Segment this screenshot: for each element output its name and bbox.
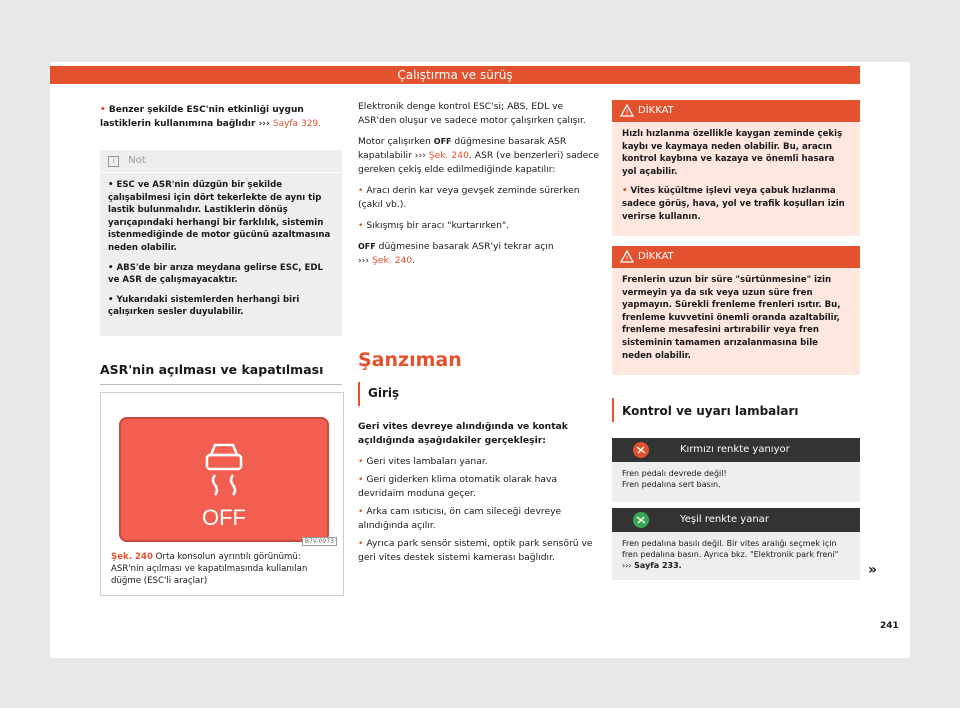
intro-bullet-text: Benzer şekilde ESC'nin etkinliği uygun lastiklerin kullanımına bağlıdır: [100, 105, 304, 129]
warning-box-1: [612, 100, 860, 236]
svg-text:!: !: [625, 108, 629, 117]
note-item: • Yukarıdaki sistemlerden herhangi biri çalışırken sesler duyulabilir.: [108, 294, 300, 318]
arrow-icon: ›››: [414, 150, 426, 161]
list-item: • Aracı derin kar veya gevşek zeminde sürerken (çakıl vb.).: [358, 185, 580, 210]
list-item: • Geri vites lambaları yanar.: [358, 456, 488, 467]
lamp-header-green: [612, 508, 860, 532]
chapter-header: Çalıştırma ve sürüş: [50, 66, 860, 84]
warning-header: [612, 100, 860, 122]
off-button-symbol: OFF: [433, 137, 452, 146]
page-link[interactable]: Sayfa 233.: [634, 561, 682, 570]
svg-text:OFF: OFF: [202, 505, 246, 530]
warning-title: DİKKAT: [638, 251, 674, 262]
warning-body: [612, 122, 860, 236]
lamp-header-red: [612, 438, 860, 462]
paragraph: Motor çalışırken OFF düğmesine basarak ASR kapatılabilir ››› Şek. 240. ASR (ve benzerleri) sadece gereken çekiş elde edilmediğinde kapatılır:: [358, 136, 599, 175]
subtitle-bar: [358, 382, 360, 406]
brake-pedal-green-icon: [632, 511, 650, 529]
paragraph: OFF düğmesine basarak ASR'yi tekrar açın ››› Şek. 240.: [358, 241, 554, 266]
note-item: • ABS'de bir arıza meydana gelirse ESC, EDL ve ASR de çalışmayacaktır.: [108, 262, 323, 286]
figure-link[interactable]: Şek. 240: [371, 255, 413, 266]
column-1: [100, 104, 342, 138]
svg-text:!: !: [625, 254, 629, 263]
figure-link[interactable]: Şek. 240: [428, 150, 469, 161]
list-item: • Geri giderken klima otomatik olarak hava devridaim moduna geçer.: [358, 474, 558, 499]
list-item: • Ayrıca park sensör sistemi, optik park sensörü ve geri vites destek sistemi kamerası bağlıdır.: [358, 538, 593, 563]
off-button-image: [119, 417, 329, 542]
lamp-body-green: [612, 532, 860, 580]
figure-label: Şek. 240: [111, 552, 153, 562]
intro-bullet: [100, 104, 342, 131]
warning-title: DİKKAT: [638, 105, 674, 116]
warning-bullet: • Vites küçültme işlevi veya çabuk hızlanma sadece görüş, hava, yol ve trafik koşulları izin verirse kullanın.: [622, 186, 845, 222]
warning-text: Frenlerin uzun bir süre "sürtünmesine" izin vermeyin ya da sık veya uzun süre fren yapmayın. Sürekli frenleme frenleri ısıtır. Bu, frenleme kuvvetini önemli oranda azaltabilir, frenleme mesafesini artırabilir veya fren sisteminin tamamen arızalanmasına bile neden olabilir.: [622, 275, 841, 361]
warning-triangle-icon: [620, 104, 634, 117]
warning-body: [612, 268, 860, 375]
figure-caption: Şek. 240 Orta konsolun ayrıntılı görünümü: ASR'nin açılması ve kapatılmasında kullanılan düğme (ESC'li araçlar): [111, 552, 308, 586]
giris-content: [358, 420, 600, 569]
warning-text: Hızlı hızlanma özellikle kaygan zeminde çekiş kaybı ve kaymaya neden olabilir. Bu, aracın kontrol kaybına ve kazaya ve önemli hasara yol açabilir.: [622, 129, 843, 177]
note-header: [100, 150, 342, 173]
brake-pedal-red-icon: [632, 441, 650, 459]
note-body: [100, 173, 342, 332]
warning-header: [612, 246, 860, 268]
info-icon: i: [108, 156, 119, 167]
warning-box-2: [612, 246, 860, 375]
section-divider: [100, 384, 342, 385]
bold-paragraph: Geri vites devreye alındığında ve kontak açıldığında aşağıdakiler gerçekleşir:: [358, 421, 568, 446]
warning-triangle-icon: [620, 250, 634, 263]
section-title-sanziman: Şanzıman: [358, 349, 462, 371]
lamp-text: Fren pedalına sert basın.: [622, 480, 721, 489]
paragraph: Elektronik denge kontrol ESC'si; ABS, EDL ve ASR'den oluşur ve sadece motor çalışırken çalışır.: [358, 101, 586, 126]
note-box: [100, 150, 342, 336]
list-item: • Arka cam ısıtıcısı, ön cam sileceği devreye alındığında açılır.: [358, 506, 562, 531]
lamp-text: Fren pedalı devrede değil!: [622, 469, 727, 478]
intro-link[interactable]: Sayfa 329.: [272, 118, 322, 129]
note-title: Not: [128, 155, 146, 166]
subtitle-bar: [612, 398, 614, 422]
figure-240: [100, 392, 344, 596]
bullet-dot: •: [100, 105, 106, 115]
arrow-icon: ›››: [358, 255, 370, 266]
lamp-text: Fren pedalına basılı değil. Bir vites aralığı seçmek için fren pedalına basın. Ayrıca bkz. "Elektronik park freni": [622, 539, 839, 559]
subtitle-giris: Giriş: [368, 386, 400, 400]
continue-mark: »: [868, 562, 878, 578]
list-item: • Sıkışmış bir aracı "kurtarırken".: [358, 220, 510, 231]
arrow-icon: ›››: [622, 561, 632, 570]
lamp-title: Yeşil renkte yanar: [680, 514, 769, 525]
lamp-title: Kırmızı renkte yanıyor: [680, 444, 790, 455]
figure-code: B7V-0973: [302, 537, 337, 546]
note-item: • ESC ve ASR'nin düzgün bir şekilde çalışabilmesi için dört tekerlekte de aynı tip lastik bulunmalıdır. Lastiklerin dönüş yarıçapındaki herhangi bir farklılık, sistemin istenmediğinde de motor gücünü azaltmasına neden olabilir.: [108, 180, 331, 253]
section-title-lamps: Kontrol ve uyarı lambaları: [622, 404, 799, 418]
arrow-icon: ›››: [258, 118, 270, 129]
section-title-asr: ASR'nin açılması ve kapatılması: [100, 362, 324, 377]
esc-off-icon: [119, 417, 329, 542]
off-button-symbol: OFF: [358, 242, 376, 251]
page-number: 241: [880, 621, 899, 631]
column-2: [358, 100, 600, 275]
lamp-body-red: [612, 462, 860, 502]
